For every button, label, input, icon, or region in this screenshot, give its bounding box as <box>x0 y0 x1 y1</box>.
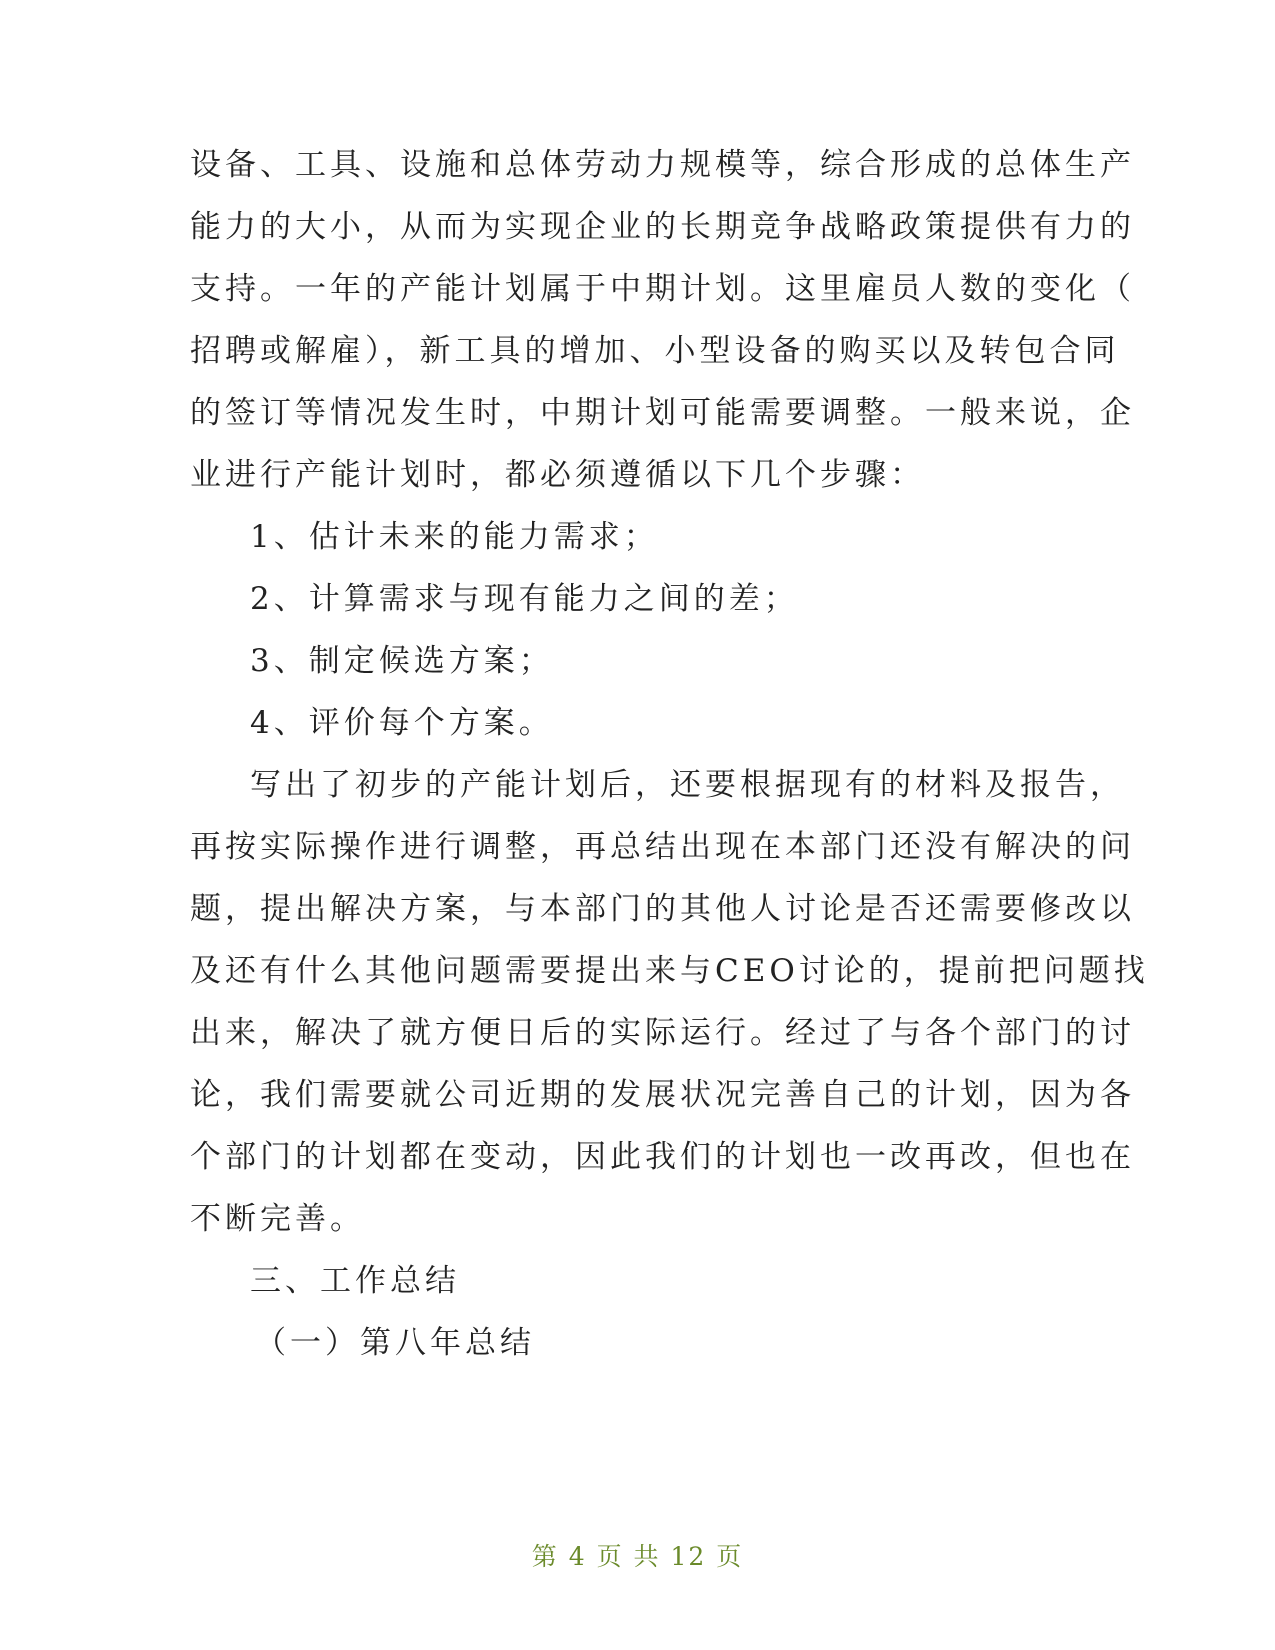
paragraph2-line-3: 题，提出解决方案，与本部门的其他人讨论是否还需要修改以 <box>190 891 1135 927</box>
subsection-heading: （一）第八年总结 <box>255 1325 535 1361</box>
body-line-4: 招聘或解雇），新工具的增加、小型设备的购买以及转包合同 <box>190 333 1120 369</box>
step-item-1: 1、估计未来的能力需求； <box>250 519 659 555</box>
paragraph2-line-7: 个部门的计划都在变动，因此我们的计划也一改再改，但也在 <box>190 1139 1135 1175</box>
paragraph2-line-6: 论，我们需要就公司近期的发展状况完善自己的计划，因为各 <box>190 1077 1135 1113</box>
body-line-2: 能力的大小，从而为实现企业的长期竞争战略政策提供有力的 <box>190 209 1135 245</box>
paragraph2-line-4: 及还有什么其他问题需要提出来与CEO讨论的，提前把问题找 <box>190 953 1149 989</box>
step-item-4: 4、评价每个方案。 <box>250 705 554 741</box>
paragraph2-line-1: 写出了初步的产能计划后，还要根据现有的材料及报告， <box>250 767 1125 803</box>
body-line-5: 的签订等情况发生时，中期计划可能需要调整。一般来说，企 <box>190 395 1135 431</box>
step-item-2: 2、计算需求与现有能力之间的差； <box>250 581 799 617</box>
page-footer <box>0 1542 1275 1572</box>
paragraph2-line-2: 再按实际操作进行调整，再总结出现在本部门还没有解决的问 <box>190 829 1135 865</box>
paragraph2-line-5: 出来，解决了就方便日后的实际运行。经过了与各个部门的讨 <box>190 1015 1135 1051</box>
page-number-label: 第 4 页 共 12 页 <box>531 1542 744 1571</box>
paragraph2-line-8: 不断完善。 <box>190 1201 365 1237</box>
step-item-3: 3、制定候选方案； <box>250 643 554 679</box>
body-line-3: 支持。一年的产能计划属于中期计划。这里雇员人数的变化（ <box>190 271 1135 307</box>
body-line-6: 业进行产能计划时，都必须遵循以下几个步骤： <box>190 457 925 493</box>
section-heading: 三、工作总结 <box>250 1263 460 1299</box>
body-line-1: 设备、工具、设施和总体劳动力规模等，综合形成的总体生产 <box>190 147 1135 183</box>
